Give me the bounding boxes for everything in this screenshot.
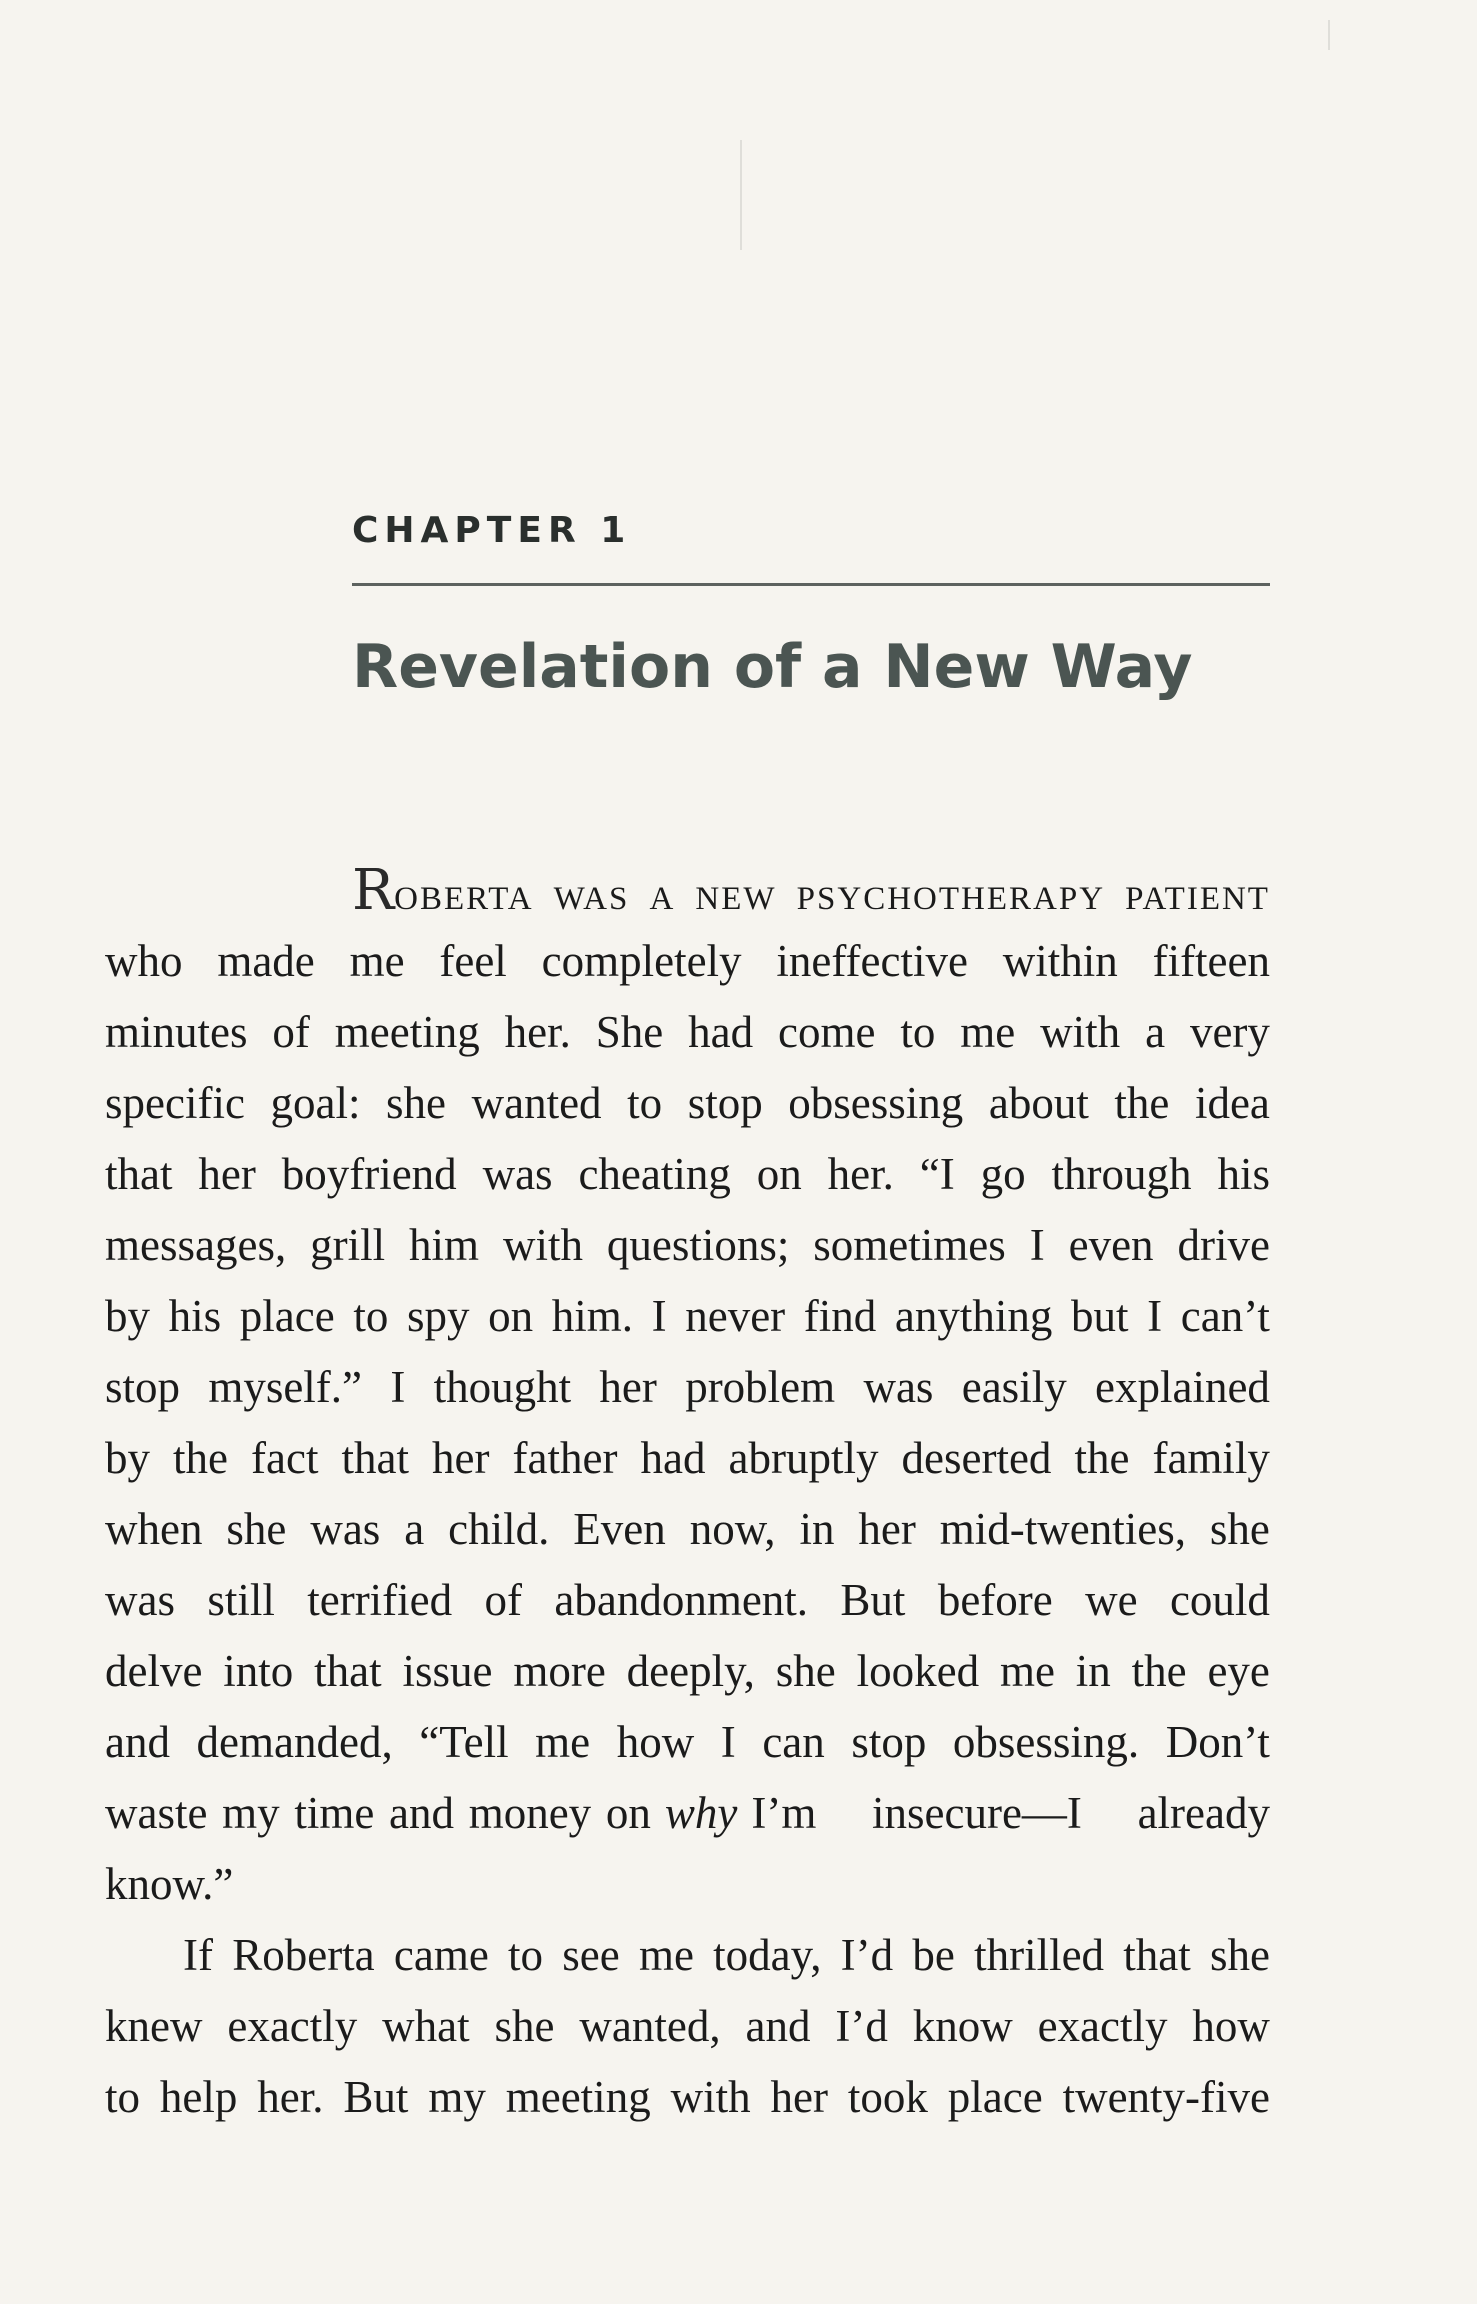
word: questions; — [606, 1220, 790, 1270]
word: was — [482, 1149, 553, 1199]
word: who — [105, 936, 183, 986]
smallcaps-word: PSYCHOTHERAPY — [796, 881, 1106, 917]
word: his — [168, 1291, 222, 1341]
word: she — [1209, 1504, 1270, 1554]
paragraph-line — [105, 1565, 1270, 1636]
word: she — [775, 1646, 836, 1696]
word: had — [640, 1433, 706, 1483]
word: today, — [713, 1930, 822, 1980]
word: me — [960, 1007, 1016, 1057]
paragraph-line — [105, 1210, 1270, 1281]
word: wanted, — [579, 2001, 721, 2051]
word: had — [688, 1007, 754, 1057]
word: But — [343, 2072, 409, 2122]
word: the — [1131, 1646, 1187, 1696]
word: to — [627, 1078, 663, 1128]
paragraph-line — [105, 997, 1270, 1068]
word: meeting — [334, 1007, 480, 1057]
word: anything — [894, 1291, 1053, 1341]
word: the — [1074, 1433, 1130, 1483]
word: by — [105, 1291, 150, 1341]
word: could — [1169, 1575, 1270, 1625]
word: ineffective — [776, 936, 968, 986]
smallcaps-word: A — [649, 881, 676, 917]
word: wanted — [471, 1078, 602, 1128]
word: now, — [689, 1504, 776, 1554]
word: demanded, — [196, 1717, 393, 1767]
word: come — [778, 1007, 876, 1057]
word: her — [858, 1504, 916, 1554]
word: about — [988, 1078, 1089, 1128]
word: family — [1152, 1433, 1270, 1483]
chapter-divider — [352, 583, 1270, 586]
word: fact — [251, 1433, 319, 1483]
word: me — [638, 1930, 694, 1980]
word: can’t — [1180, 1291, 1270, 1341]
word: that — [1123, 1930, 1191, 1980]
word: I — [1147, 1291, 1163, 1341]
word: meeting — [505, 2072, 651, 2122]
word: through — [1051, 1149, 1192, 1199]
word: explained — [1095, 1362, 1270, 1412]
word: to — [353, 1291, 389, 1341]
word: a — [1145, 1007, 1166, 1057]
word: my — [222, 1788, 280, 1838]
word: more — [513, 1646, 606, 1696]
word: that — [105, 1149, 173, 1199]
word: easily — [961, 1362, 1067, 1412]
word: she — [1209, 1930, 1270, 1980]
word: specific — [105, 1078, 245, 1128]
word: “Tell — [419, 1717, 509, 1767]
word: stop — [851, 1717, 927, 1767]
word: stop — [687, 1078, 763, 1128]
word: that — [341, 1433, 409, 1483]
word: father — [512, 1433, 618, 1483]
scan-streak — [1328, 20, 1330, 50]
word: her. — [827, 1149, 894, 1199]
word: I — [390, 1362, 406, 1412]
word: fifteen — [1152, 936, 1270, 986]
drop-cap: R — [352, 858, 395, 923]
word: eye — [1207, 1646, 1270, 1696]
paragraph-line — [105, 1636, 1270, 1707]
paragraph-line — [105, 1139, 1270, 1210]
word: took — [847, 2072, 928, 2122]
body-text — [105, 926, 1270, 2133]
word: of — [484, 1575, 523, 1625]
word: was — [863, 1362, 934, 1412]
word: and — [105, 1717, 170, 1767]
word: to — [508, 1930, 544, 1980]
word: waste — [105, 1788, 208, 1838]
word: I’d — [840, 1930, 894, 1980]
word: on — [488, 1291, 534, 1341]
word: be — [912, 1930, 955, 1980]
word: spy — [406, 1291, 470, 1341]
word: on — [605, 1788, 651, 1838]
opening-first-word — [352, 855, 534, 935]
smallcaps-word: PATIENT — [1125, 881, 1270, 917]
word: when — [105, 1504, 203, 1554]
chapter-label: CHAPTER 1 — [352, 510, 632, 551]
word: him. — [551, 1291, 633, 1341]
word: her — [770, 2072, 828, 2122]
word: boyfriend — [281, 1149, 457, 1199]
word: Even — [573, 1504, 666, 1554]
word: she — [226, 1504, 287, 1554]
scan-streak — [740, 140, 742, 250]
word: how — [616, 1717, 695, 1767]
word: a — [404, 1504, 425, 1554]
word: issue — [402, 1646, 493, 1696]
word: goal: — [270, 1078, 361, 1128]
word: she — [494, 2001, 555, 2051]
word: never — [685, 1291, 786, 1341]
word: on — [756, 1149, 802, 1199]
word: her — [198, 1149, 256, 1199]
word: She — [595, 1007, 664, 1057]
word: the — [1114, 1078, 1170, 1128]
word: I — [720, 1717, 736, 1767]
word: me — [999, 1646, 1055, 1696]
word: that — [314, 1646, 382, 1696]
word: terrified — [307, 1575, 453, 1625]
paragraph-line — [105, 1707, 1270, 1778]
word: him — [409, 1220, 480, 1270]
word: problem — [685, 1362, 836, 1412]
word: obsessing. — [952, 1717, 1140, 1767]
word: deeply, — [626, 1646, 755, 1696]
word: stop — [105, 1362, 181, 1412]
word: place — [239, 1291, 335, 1341]
word: “I — [919, 1149, 955, 1199]
word: in — [799, 1504, 835, 1554]
word: by — [105, 1433, 150, 1483]
word: I — [651, 1291, 667, 1341]
word: place — [947, 2072, 1043, 2122]
paragraph-last-line: know.” — [105, 1859, 234, 1909]
smallcaps-rest: OBERTA — [394, 881, 534, 917]
word: idea — [1194, 1078, 1270, 1128]
word: If — [183, 1930, 213, 1980]
word: her. — [257, 2072, 324, 2122]
word: thrilled — [974, 1930, 1105, 1980]
word: abruptly — [728, 1433, 879, 1483]
paragraph-line — [105, 1423, 1270, 1494]
paragraph-line — [105, 1068, 1270, 1139]
word: in — [1075, 1646, 1111, 1696]
word: already — [1137, 1788, 1270, 1838]
word: my — [428, 2072, 486, 2122]
paragraph-line — [105, 926, 1270, 997]
word: we — [1085, 1575, 1138, 1625]
opening-line — [352, 855, 1270, 926]
word: cheating — [578, 1149, 731, 1199]
word: exactly — [1037, 2001, 1168, 2051]
word: sometimes — [813, 1220, 1006, 1270]
word: deserted — [901, 1433, 1052, 1483]
word: help — [159, 2072, 238, 2122]
paragraph-line-italic — [105, 1778, 1270, 1849]
paragraph-line — [105, 1920, 1270, 1991]
smallcaps-word: WAS — [553, 881, 630, 917]
word: find — [803, 1291, 877, 1341]
line-segment — [751, 1778, 1270, 1849]
word: But — [840, 1575, 906, 1625]
word: delve — [105, 1646, 203, 1696]
word: his — [1217, 1149, 1270, 1199]
word: Don’t — [1165, 1717, 1270, 1767]
line-segment — [105, 1778, 665, 1849]
word: with — [1040, 1007, 1121, 1057]
word: insecure—I — [872, 1788, 1082, 1838]
word: knew — [105, 2001, 203, 2051]
word: what — [382, 2001, 470, 2051]
word: know — [912, 2001, 1013, 2051]
word: exactly — [227, 2001, 358, 2051]
word: still — [207, 1575, 275, 1625]
word: me — [535, 1717, 591, 1767]
word: of — [272, 1007, 310, 1057]
word: completely — [541, 936, 742, 986]
word: and — [745, 2001, 811, 2051]
word: grill — [310, 1220, 386, 1270]
word: and — [389, 1788, 455, 1838]
paragraph-line — [105, 1494, 1270, 1565]
word: go — [980, 1149, 1026, 1199]
word: I — [1029, 1220, 1045, 1270]
word: within — [1002, 936, 1118, 986]
word: was — [310, 1504, 381, 1554]
word: drive — [1177, 1220, 1270, 1270]
word: messages, — [105, 1220, 287, 1270]
word: with — [502, 1220, 583, 1270]
paragraph-line — [105, 1352, 1270, 1423]
word: money — [468, 1788, 592, 1838]
paragraph-line — [105, 1991, 1270, 2062]
word: with — [670, 2072, 751, 2122]
word: made — [217, 936, 315, 986]
word: to — [900, 1007, 936, 1057]
word: to — [105, 2072, 141, 2122]
word: into — [223, 1646, 294, 1696]
word: I’d — [835, 2001, 888, 2051]
chapter-title: Revelation of a New Way — [352, 632, 1193, 702]
word: time — [294, 1788, 375, 1838]
word: abandonment. — [554, 1575, 809, 1625]
word: mid-twenties, — [939, 1504, 1186, 1554]
word: very — [1189, 1007, 1270, 1057]
paragraph-line — [105, 2062, 1270, 2133]
italic-word: why — [664, 1788, 738, 1838]
paragraph-line — [105, 1281, 1270, 1352]
word: minutes — [105, 1007, 248, 1057]
word: obsessing — [788, 1078, 964, 1128]
word: myself.” — [208, 1362, 363, 1412]
word: but — [1071, 1291, 1129, 1341]
word: her. — [504, 1007, 571, 1057]
smallcaps-word: NEW — [695, 881, 777, 917]
word: came — [393, 1930, 489, 1980]
word: she — [386, 1078, 447, 1128]
word: before — [937, 1575, 1053, 1625]
word: Roberta — [232, 1930, 375, 1980]
word: child. — [448, 1504, 550, 1554]
word: looked — [856, 1646, 980, 1696]
word: her — [432, 1433, 490, 1483]
word: even — [1068, 1220, 1154, 1270]
word: me — [349, 936, 405, 986]
word: can — [762, 1717, 825, 1767]
word: how — [1192, 2001, 1270, 2051]
word: see — [562, 1930, 620, 1980]
word: I’m — [751, 1788, 817, 1838]
word: feel — [439, 936, 507, 986]
word: thought — [433, 1362, 572, 1412]
word: the — [173, 1433, 229, 1483]
word: was — [105, 1575, 175, 1625]
word: her — [599, 1362, 657, 1412]
word: twenty-five — [1062, 2072, 1270, 2122]
